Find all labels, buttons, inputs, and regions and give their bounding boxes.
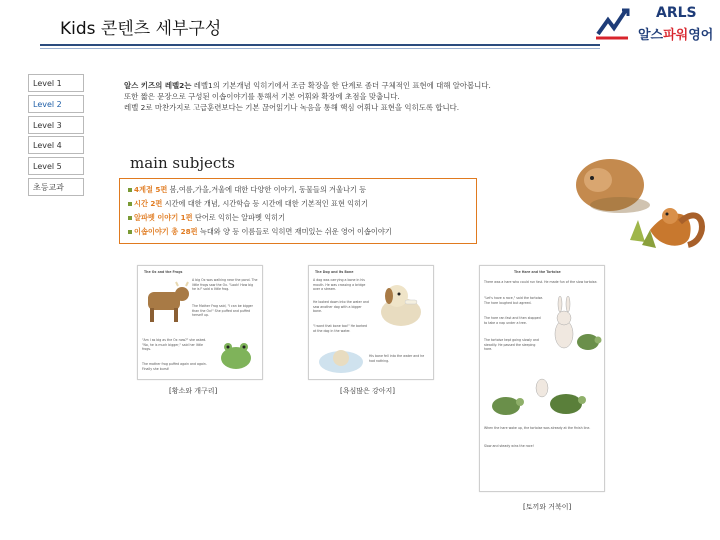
level-intro-text [124, 80, 604, 113]
header-divider [40, 44, 600, 46]
intro-bold: 알스 키즈의 레벨2는 [124, 81, 192, 90]
hare-tortoise-illustration [546, 296, 602, 356]
subject-line: 4계절 5편 봄,여름,가을,겨울에 대한 다양한 이야기, 동물들의 겨울나기 등 [128, 185, 366, 195]
header-divider-thin [40, 48, 600, 49]
intro-line-1: 레벨1의 기본개념 익히기에서 조금 확장을 한 단계로 좀더 구체적인 표현에 대해 알아봅니다. [191, 81, 491, 90]
bullet-icon [128, 216, 132, 220]
bullet-icon [128, 230, 132, 234]
logo-subtext: 알스파워영어 [638, 28, 714, 43]
page-text: There was a hare who could run fast. He made fun of the slow tortoise. [484, 280, 598, 284]
subject-line: 이솝이야기 총 28편 늑대와 양 등 이름들로 익히면 재미있는 쉬운 영어 이솝이야기 [128, 227, 392, 237]
caption-ox-frogs: [황소와 개구리] [169, 387, 218, 395]
page-text: "Let's have a race," said the tortoise. The hare laughed but agreed. [484, 296, 544, 305]
main-subjects-box [119, 178, 477, 244]
ox-illustration [142, 280, 192, 326]
bullet-icon [128, 188, 132, 192]
sidebar-item-level-3[interactable]: Level 3 [28, 116, 84, 134]
animal-illustration [520, 150, 720, 255]
page-text: His bone fell into the water and he had nothing. [369, 354, 425, 363]
page-heading: The Dog and its Bone [315, 270, 354, 274]
sidebar-item-elementary[interactable]: 초등교과 [28, 178, 84, 196]
subject-line: 알파벳 이야기 1편 단어로 익히는 알파벳 익히기 [128, 213, 285, 223]
main-subjects-title: main subjects [130, 154, 236, 172]
page-text: The mother frog puffed again and again. Finally she burst! [142, 362, 207, 371]
sidebar-item-level-1[interactable]: Level 1 [28, 74, 84, 92]
page-text: He looked down into the water and saw another dog with a bigger bone. [313, 300, 369, 313]
page-text: The hare ran fast and then stopped to take a nap under a tree. [484, 316, 541, 325]
book-page-ox-frogs[interactable] [137, 265, 263, 380]
page-text: When the hare woke up, the tortoise was already at the finish line. [484, 426, 591, 430]
page-text: A big Ox was walking near the pond. The little frogs saw the Ox. "Look! How big he is!" said a little frog. [192, 278, 258, 291]
tortoise-race-illustration [486, 376, 598, 422]
sidebar-item-level-5[interactable]: Level 5 [28, 157, 84, 175]
page-heading: The Hare and the Tortoise [514, 270, 561, 274]
frog-illustration [214, 338, 258, 372]
page-heading: The Ox and the Frogs [144, 270, 183, 274]
dog-illustration [373, 280, 429, 330]
page-text: Slow and steady wins the race! [484, 444, 534, 448]
page-text: The tortoise kept going slowly and steadily. He passed the sleeping hare. [484, 338, 539, 351]
bullet-icon [128, 202, 132, 206]
page-text: "I want that bone too!" He barked at the dog in the water. [313, 324, 367, 333]
caption-hare-tortoise: [토끼와 거북이] [523, 503, 572, 511]
book-page-hare-tortoise[interactable] [479, 265, 605, 492]
book-page-greedy-dog[interactable] [308, 265, 434, 380]
page-header [0, 0, 720, 46]
level-sidebar [28, 74, 84, 199]
logo-mark-icon [592, 4, 632, 44]
intro-line-3: 레벨 2로 마찬가지로 고급훈련보다는 기본 끊어읽기나 녹음을 통해 핵심 어휘나 표현을 익히도록 합니다. [124, 103, 460, 112]
caption-greedy-dog: [욕심많은 강아지] [340, 387, 396, 395]
page-text: The Mother Frog said, "I can be bigger than the Ox!" She puffed and puffed herself up. [192, 304, 253, 317]
sidebar-item-level-4[interactable]: Level 4 [28, 136, 84, 154]
page-text: A dog was carrying a bone in his mouth. He was crossing a bridge over a stream. [313, 278, 366, 291]
subject-line: 시간 2편 시간에 대한 개념, 시간학습 등 시간에 대한 기본적인 표현 익히기 [128, 199, 368, 209]
dog-reflection-illustration [313, 344, 369, 376]
page-title: Kids 콘텐츠 세부구성 [60, 19, 222, 39]
page-text: "Am I as big as the Ox now?" she asked. "No, he is much bigger," said her little frogs. [142, 338, 207, 351]
logo-text: ARLS [656, 5, 697, 21]
intro-line-2: 또한 짧은 문장으로 구성된 이솝이야기를 통해서 기본 어휘와 확장에 초점을 맞춥니다. [124, 92, 400, 101]
arls-logo [590, 2, 718, 46]
sidebar-item-level-2[interactable]: Level 2 [28, 95, 84, 113]
